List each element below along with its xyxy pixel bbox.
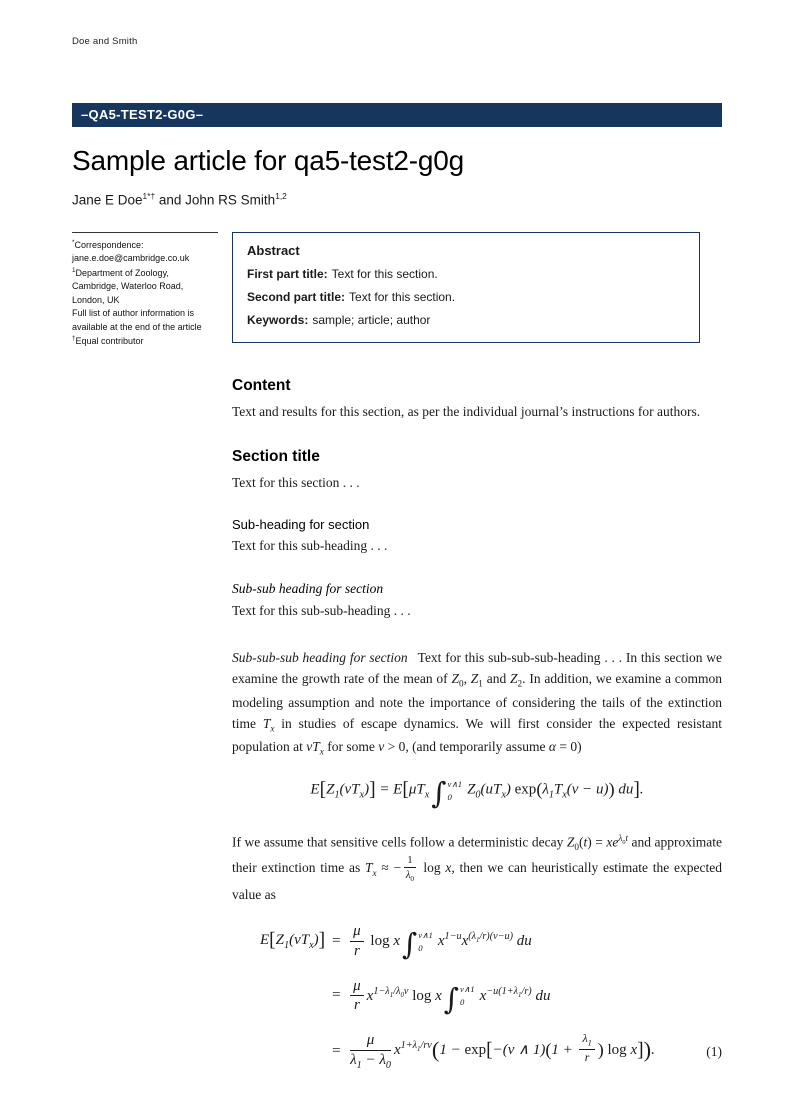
abstract-row-label: Keywords:: [247, 313, 309, 328]
authors-line: Jane E Doe$^{1*\dagger}$ and John RS Smith$^{1,2}$: [72, 191, 287, 208]
sub-sub-sub-paragraph: [232, 647, 722, 759]
equation-rhs: $\frac{\mu}{r}$ log x∫ v∧1 0 $x^{1-u}x^{(\lambda_1/r)(v-u)}$ du: [347, 923, 655, 960]
content-heading: Content: [232, 376, 291, 394]
sub-heading: Sub-heading for section: [232, 517, 370, 533]
sub-paragraph: Text for this sub-heading . . .: [232, 538, 388, 554]
aligned-equations: [232, 923, 722, 1072]
abstract-row-text: Text for this section.: [349, 289, 456, 304]
content-paragraph: Text and results for this section, as per the individual journal’s instructions for authors.: [232, 403, 701, 419]
section-paragraph: Text for this section . . .: [232, 475, 360, 490]
running-header: Doe and Smith: [72, 36, 138, 47]
display-equation: $E[Z_1(vT_x)] = E[\mu T_x\int$ v∧1 0 $Z_0(uT_x) \exp(\lambda_1T_x(v - u))$ du].: [310, 776, 644, 811]
sub-sub-heading: Sub-sub heading for section: [232, 580, 384, 596]
equation-relation: =: [331, 932, 342, 949]
abstract-row-text: Text for this section.: [331, 266, 438, 281]
equation-rhs: $\frac{\mu}{r}$ $x^{1-\lambda_1/\lambda_0v}$ log x∫ v∧1 0 $x^{-u(1+\lambda_1/r)}$ du: [347, 978, 655, 1015]
equation-rhs: $\frac{\mu}{\lambda_1 - \lambda_0}$ $x^{1+\lambda_1/rv}(1 - \exp[-(v$ ∧ 1)(1 + $\frac{\lambda_1}{r}$ ) log x]).: [350, 1031, 655, 1072]
abstract-box: [232, 232, 700, 343]
margin-notes: [72, 232, 218, 1072]
sub-sub-sub-heading: Sub-sub-sub heading for section: [232, 649, 408, 665]
abstract-row-label: First part title:: [247, 266, 328, 281]
equation-number: (1): [706, 1043, 722, 1059]
page-title: Sample article for qa5-test2-g0g: [72, 145, 465, 176]
main-column: [232, 232, 722, 1072]
abstract-row-text: sample; article; author: [312, 313, 431, 328]
correspondence-note: *Correspondence: jane.e.doe@cambridge.co.uk: [72, 238, 190, 263]
two-column-region: [72, 232, 722, 1072]
abstract-second-part: [247, 289, 685, 306]
abstract-keywords: [247, 312, 685, 329]
estimate-paragraph: If we assume that sensitive cells follow a deterministic decay $Z_0(t) = xe^{\lambda_0t}$ and approximate their extinction time as $T_x$ ≈ − $\frac{1}{\lambda_0}$ log x, then we can heuristically estimate the expected value as: [232, 832, 722, 902]
abstract-first-part: [247, 266, 685, 283]
equation-lhs: $E[Z_1(vT_x)]$: [260, 930, 326, 952]
abstract-heading: Abstract: [247, 242, 300, 258]
equation-relation: =: [331, 1043, 342, 1060]
article-type-banner: –QA5-TEST2-G0G–: [72, 103, 722, 127]
affiliation-note: $^1$Department of Zoology, Cambridge, Waterloo Road, London, UK: [72, 266, 184, 305]
equation-relation: =: [331, 987, 342, 1004]
abstract-row-label: Second part title:: [247, 289, 346, 304]
sub-sub-paragraph: Text for this sub-sub-heading . . .: [232, 602, 411, 618]
sub-sub-sub-text: Text for this sub-sub-sub-heading . . . In this section we examine the growth rate of the mean of $Z_0$, $Z_1$ and $Z_2$. In addition, we examine a common modeling assumption and note the importance of considering the tails of the extinction time $T_x$ in studies of escape dynamics. We will first consider the expected resistant population at $vT_x$ for some v > 0, (and temporarily assume α = 0): [232, 649, 722, 757]
author-info-note: Full list of author information is available at the end of the article: [72, 308, 202, 332]
article-body: [232, 377, 722, 1072]
section-title-heading: Section title: [232, 448, 320, 465]
equal-contributor-note: †Equal contributor: [72, 335, 144, 346]
